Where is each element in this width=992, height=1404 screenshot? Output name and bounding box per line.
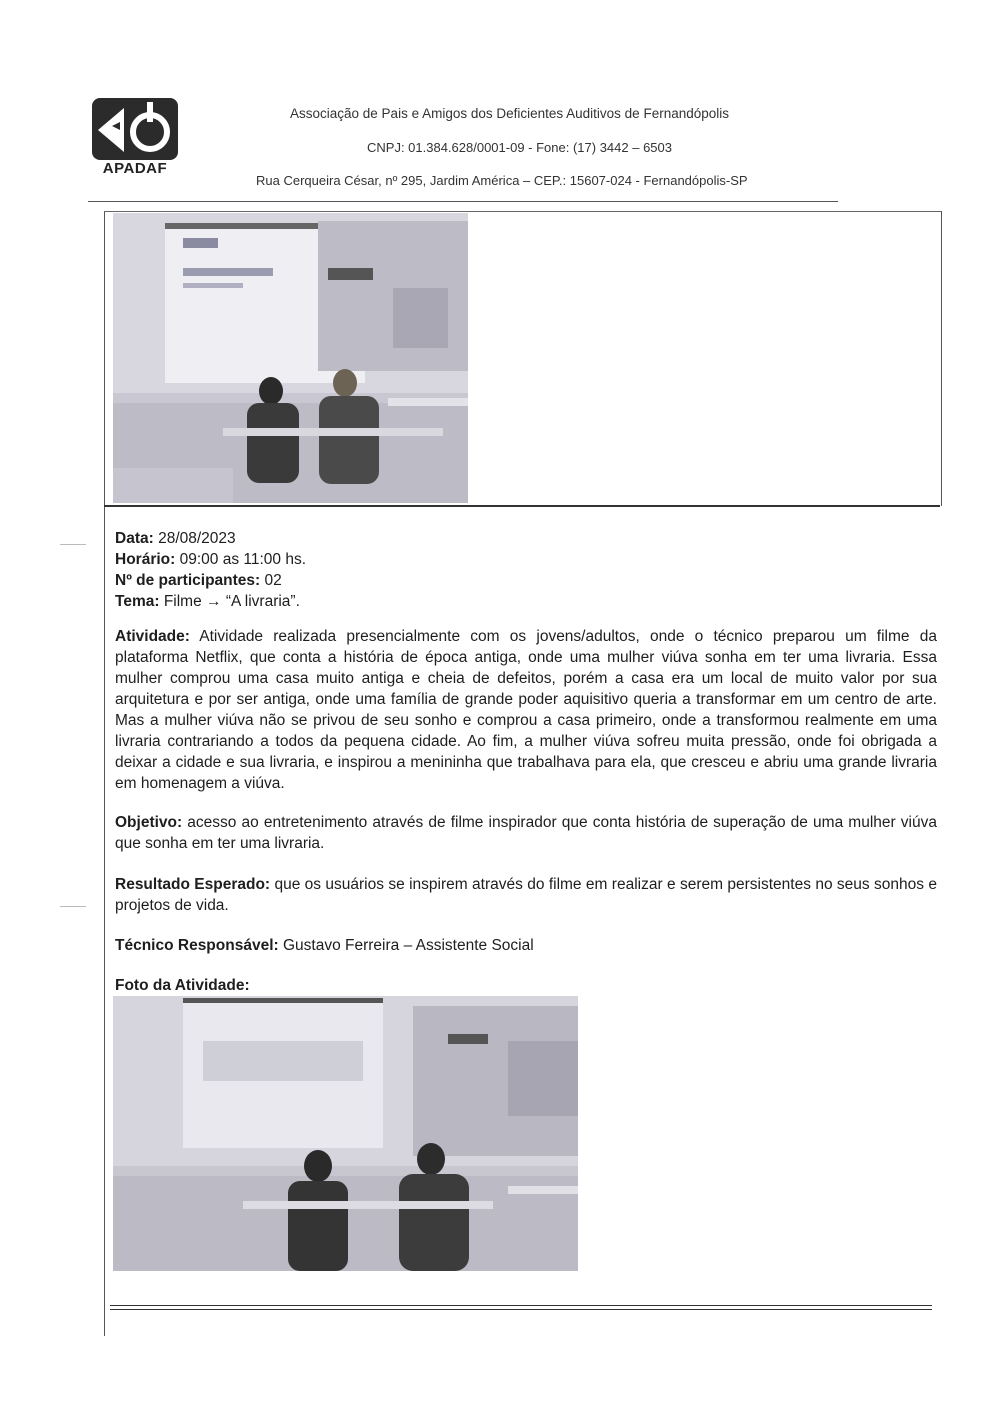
participants-label: Nº de participantes: — [115, 572, 261, 589]
activity-photo-top — [113, 213, 468, 503]
activity-label: Atividade: — [115, 628, 190, 645]
footer-rule-bottom — [110, 1309, 932, 1310]
result-text: que os usuários se inspirem através do filme em realizar e serem persistentes no seus sonhos e projetos de vida. — [115, 876, 937, 914]
frame-left-border — [104, 211, 105, 1336]
result-label: Resultado Esperado: — [115, 876, 271, 893]
scan-mark — [60, 544, 86, 545]
activity-details — [115, 528, 306, 612]
objective-label: Objetivo: — [115, 814, 183, 831]
technician-label: Técnico Responsável: — [115, 937, 279, 954]
activity-photo-bottom — [113, 996, 578, 1271]
header-divider — [88, 201, 838, 202]
participants-row — [115, 570, 306, 591]
date-value: 28/08/2023 — [153, 530, 236, 547]
expected-result-paragraph — [115, 874, 937, 916]
date-label: Data: — [115, 530, 154, 547]
time-row — [115, 549, 306, 570]
participants-value: 02 — [260, 572, 282, 589]
theme-row — [115, 591, 306, 612]
footer-rule-top — [110, 1305, 932, 1306]
date-row — [115, 528, 306, 549]
activity-paragraph — [115, 626, 937, 794]
frame-right-border — [941, 211, 942, 506]
activity-text: Atividade realizada presencialmente com os jovens/adultos, onde o técnico preparou um filme da plataforma Netflix, que conta a história de época antiga, onde uma mulher viúva sonha em ter uma livraria. Essa mulher comprou uma casa muito antiga e cheia de defeitos, porém a casa era um local de muito valor por sua arquitetura e por ser antiga, onde uma família de grande poder aquisitivo queria a transformar em um centro de arte. Mas a mulher viúva não se privou de seu sonho e comprou a casa primeiro, onde a transformou realmente em uma livraria contrariando a todos da pequena cidade. Ao fim, a mulher viúva sofreu muita pressão, onde foi obrigada a deixar a cidade e sua livraria, e inspirou a menininha que trabalhava para ela, que cresceu e abriu uma grande livraria em homenagem a viúva. — [115, 628, 937, 792]
objective-paragraph — [115, 812, 937, 854]
photo-divider — [104, 505, 940, 507]
address-line: Rua Cerqueira César, nº 295, Jardim América – CEP.: 15607-024 - Fernandópolis-SP — [256, 173, 748, 188]
theme-label: Tema: — [115, 593, 160, 610]
photo-section-label: Foto da Atividade: — [115, 977, 250, 994]
time-value: 09:00 as 11:00 hs. — [175, 551, 306, 568]
scan-mark — [60, 906, 86, 907]
time-label: Horário: — [115, 551, 176, 568]
theme-value: Filme → “A livraria”. — [159, 593, 300, 610]
objective-text: acesso ao entretenimento através de filme inspirador que conta história de superação de uma mulher viúva que sonha em ter uma livraria. — [115, 814, 937, 852]
org-name: Associação de Pais e Amigos dos Deficientes Auditivos de Fernandópolis — [290, 106, 730, 121]
frame-top-border — [104, 211, 942, 212]
technician-text: Gustavo Ferreira – Assistente Social — [278, 937, 534, 954]
logo-text: APADAF — [102, 160, 168, 177]
cnpj-phone-line: CNPJ: 01.384.628/0001-09 - Fone: (17) 3442 – 6503 — [367, 140, 672, 155]
technician-row — [115, 935, 534, 956]
